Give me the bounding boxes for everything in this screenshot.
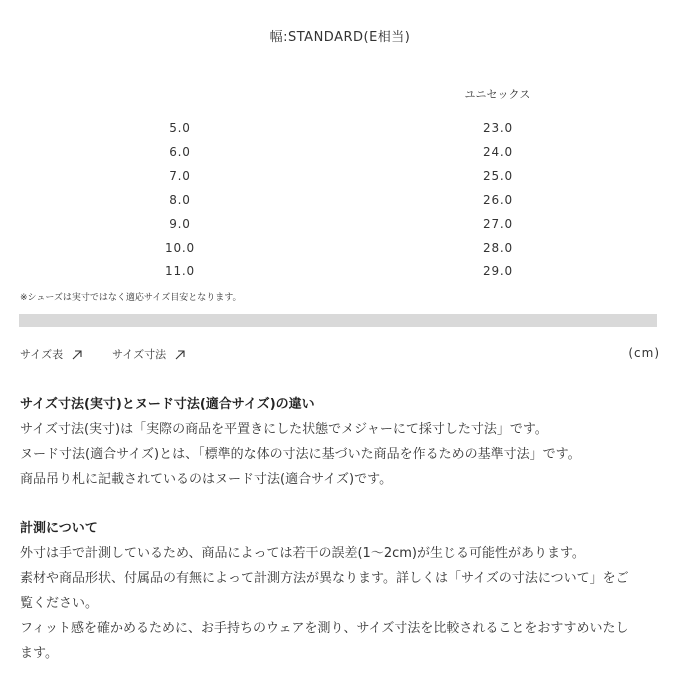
width-title: 幅:STANDARD(E相当) <box>269 30 411 45</box>
size-measure-link[interactable] <box>112 346 185 362</box>
us-size-cell: 11.0 <box>165 264 195 278</box>
shoe-size-note: ※シューズは実寸ではなく適応サイズ目安となります。 <box>20 293 242 303</box>
table-row <box>0 241 680 261</box>
divider-bar <box>19 314 657 327</box>
section-text: 外寸は手で計測しているため、商品によっては若干の誤差(1〜2cm)が生じる可能性があります。 <box>20 546 585 561</box>
table-row <box>0 264 680 284</box>
external-arrow-icon <box>71 349 82 360</box>
cm-size-cell: 25.0 <box>483 169 513 183</box>
section-text: 覧ください。 <box>20 596 99 611</box>
section-heading: サイズ寸法(実寸)とヌード寸法(適合サイズ)の違い <box>20 397 315 412</box>
table-row <box>0 217 680 237</box>
us-size-cell: 8.0 <box>169 193 191 207</box>
cm-size-cell: 23.0 <box>483 121 513 135</box>
us-size-cell: 10.0 <box>165 241 195 255</box>
us-size-cell: 9.0 <box>169 217 191 231</box>
cm-size-cell: 26.0 <box>483 193 513 207</box>
external-arrow-icon <box>174 349 185 360</box>
section-text: 商品吊り札に記載されているのはヌード寸法(適合サイズ)です。 <box>20 472 393 487</box>
size-chart-link[interactable] <box>20 346 82 362</box>
size-chart-link-label: サイズ表 <box>20 348 64 361</box>
section-text: ます。 <box>20 646 58 661</box>
size-table-header-unisex: ユニセックス <box>464 88 531 101</box>
cm-size-cell: 29.0 <box>483 264 513 278</box>
table-row <box>0 193 680 213</box>
section-text: ヌード寸法(適合サイズ)とは、「標準的な体の寸法に基づいた商品を作るための基準寸法」です。 <box>20 447 581 462</box>
section-text: 素材や商品形状、付属品の有無によって計測方法が異なります。詳しくは「サイズの寸法について」をご <box>20 571 629 586</box>
section-heading: 計測について <box>20 521 98 536</box>
us-size-cell: 5.0 <box>169 121 191 135</box>
cm-size-cell: 24.0 <box>483 145 513 159</box>
measurement-section <box>20 516 660 666</box>
cm-size-cell: 27.0 <box>483 217 513 231</box>
size-measure-link-label: サイズ寸法 <box>112 348 167 361</box>
table-row <box>0 121 680 141</box>
size-difference-section <box>20 392 660 492</box>
us-size-cell: 7.0 <box>169 169 191 183</box>
cm-size-cell: 28.0 <box>483 241 513 255</box>
unit-label: (cm) <box>628 346 660 360</box>
table-row <box>0 169 680 189</box>
section-text: サイズ寸法(実寸)は「実際の商品を平置きにした状態でメジャーにて採寸した寸法」です。 <box>20 422 548 437</box>
us-size-cell: 6.0 <box>169 145 191 159</box>
table-row <box>0 145 680 165</box>
size-links-row <box>20 346 660 366</box>
section-text: フィット感を確かめるために、お手持ちのウェアを測り、サイズ寸法を比較されることをおすすめいたし <box>20 621 629 636</box>
